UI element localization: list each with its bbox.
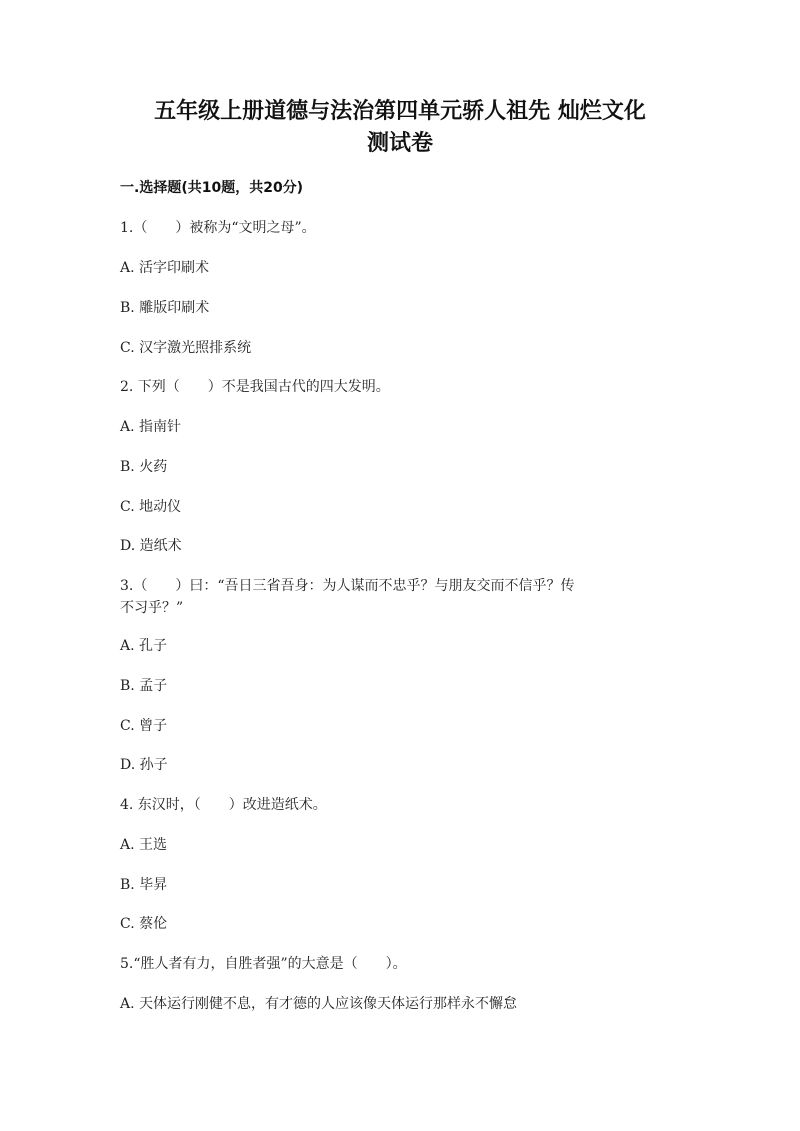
question-1-stem: 1.（ ）被称为“文明之母”。 <box>120 220 316 236</box>
question-4-option-b: B. 毕昇 <box>120 877 168 893</box>
question-4-option-a: A. 王选 <box>120 837 168 853</box>
question-3-option-a: A. 孔子 <box>120 638 168 654</box>
question-2-option-b: B. 火药 <box>120 459 168 475</box>
question-2-stem: 2. 下列（ ）不是我国古代的四大发明。 <box>120 379 390 395</box>
page-title-line1: 五年级上册道德与法治第四单元骄人祖先 灿烂文化 <box>154 99 646 124</box>
question-3-option-c: C. 曾子 <box>120 718 168 734</box>
question-4-option-c: C. 蔡伦 <box>120 916 168 932</box>
question-1-option-b: B. 雕版印刷术 <box>120 300 210 316</box>
question-1-option-c: C. 汉字激光照排系统 <box>120 340 252 356</box>
question-3-stem-line2: 不习乎？” <box>120 600 184 616</box>
question-5-option-a: A. 天体运行刚健不息，有才德的人应该像天体运行那样永不懈怠 <box>120 996 518 1012</box>
question-4-stem: 4. 东汉时，（ ）改进造纸术。 <box>120 797 327 813</box>
question-2-option-c: C. 地动仪 <box>120 499 182 515</box>
question-3-option-d: D. 孙子 <box>120 757 168 773</box>
question-1-option-a: A. 活字印刷术 <box>120 260 210 276</box>
question-2-option-d: D. 造纸术 <box>120 538 182 554</box>
question-2-option-a: A. 指南针 <box>120 419 182 435</box>
question-5-stem: 5.“胜人者有力，自胜者强”的大意是（ ）。 <box>120 956 407 972</box>
question-3-stem-line1: 3.（ ）曰：“吾日三省吾身：为人谋而不忠乎？与朋友交而不信乎？传 <box>120 578 575 594</box>
page-title-line2: 测试卷 <box>366 131 433 156</box>
section-heading-choice: 一.选择题(共10题，共20分) <box>120 180 304 196</box>
question-3-option-b: B. 孟子 <box>120 678 168 694</box>
